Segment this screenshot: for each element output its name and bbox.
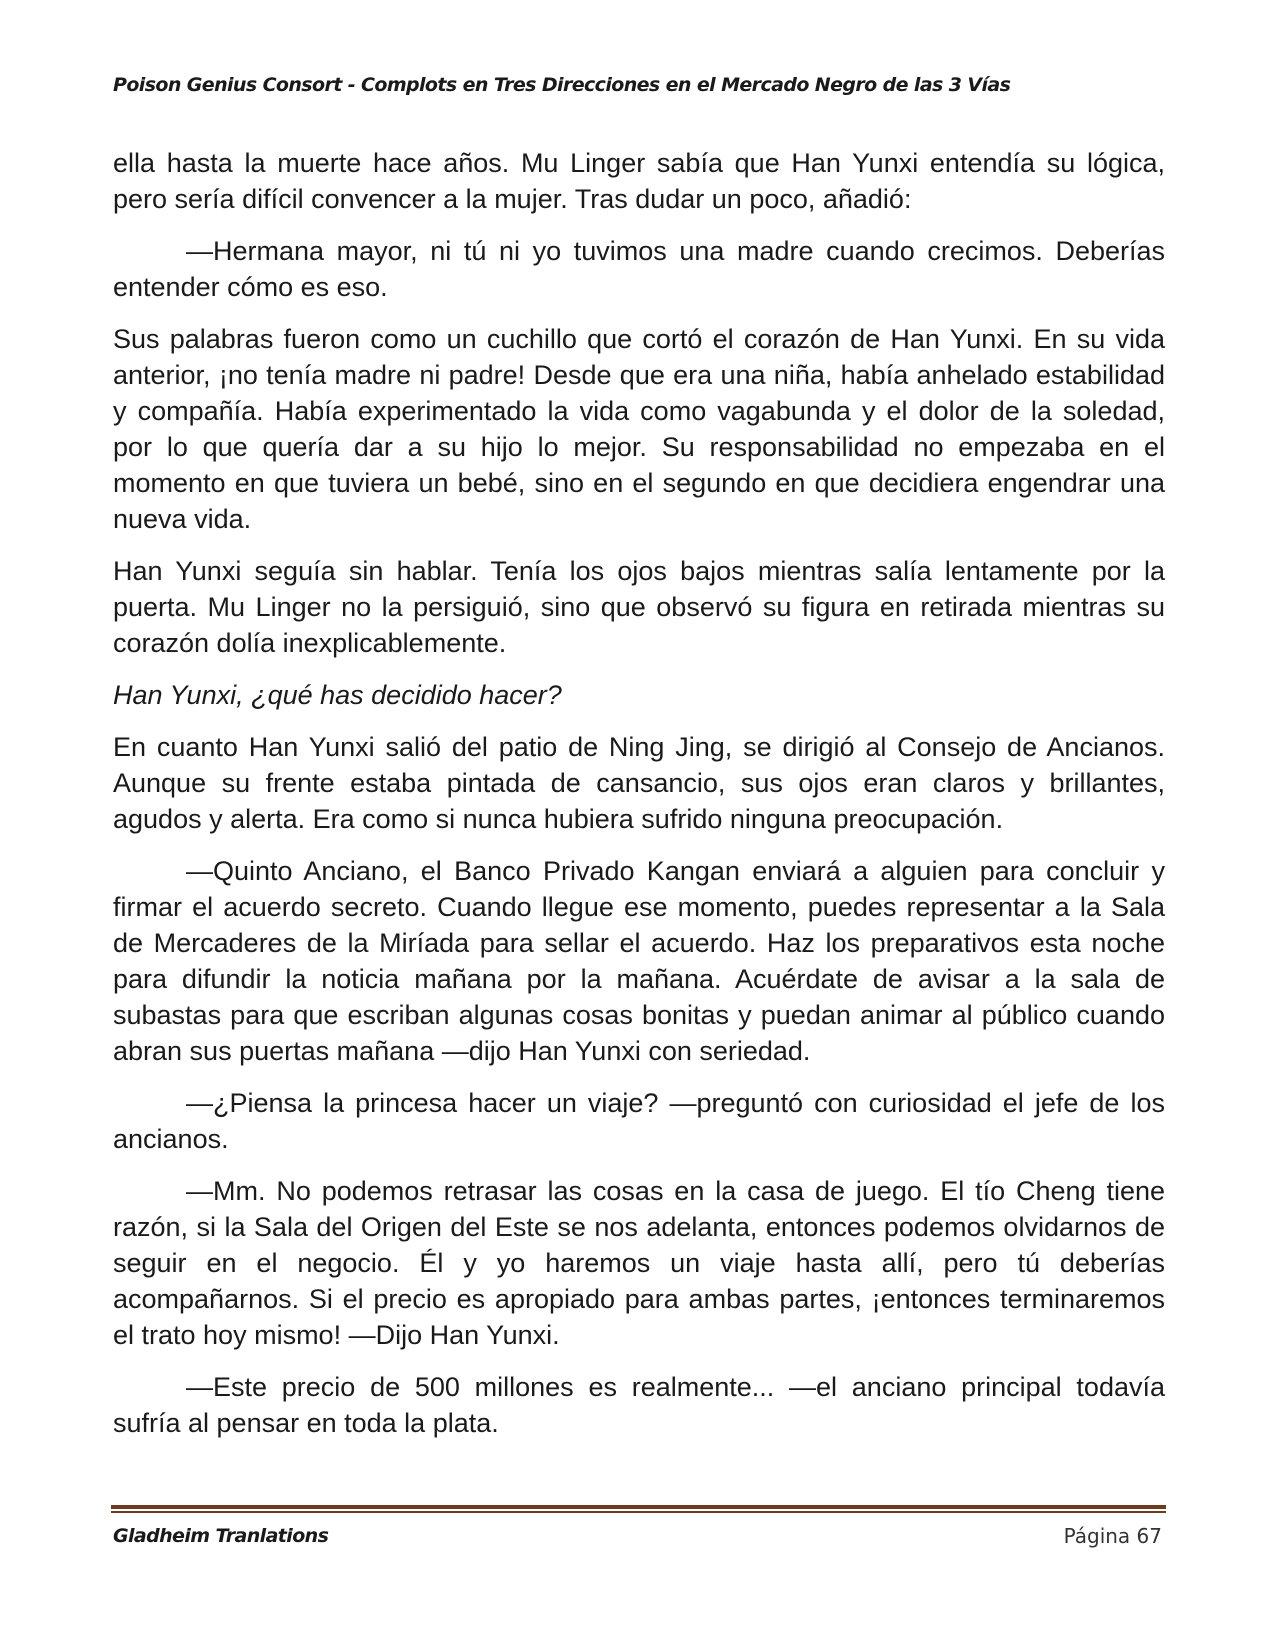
- paragraph: En cuanto Han Yunxi salió del patio de Ning Jing, se dirigió al Consejo de Ancianos. Aunque su frente estaba pintada de cansancio, sus ojos eran claros y brillantes, agudos y alerta. Era como si nunca hubiera sufrido ninguna preocupación.: [113, 732, 1165, 834]
- paragraph: ella hasta la muerte hace años. Mu Linger sabía que Han Yunxi entendía su lógica, pero sería difícil convencer a la mujer. Tras dudar un poco, añadió:: [113, 148, 1165, 214]
- page-number: 67: [1136, 1524, 1162, 1548]
- page-number-block: [1064, 1524, 1162, 1548]
- dialogue-paragraph: —Hermana mayor, ni tú ni yo tuvimos una madre cuando crecimos. Deberías entender cómo es eso.: [113, 236, 1165, 302]
- dialogue-paragraph: —Quinto Anciano, el Banco Privado Kangan enviará a alguien para concluir y firmar el acuerdo secreto. Cuando llegue ese momento, puedes representar a la Sala de Mercaderes de la Miríada para sellar el acuerdo. Haz los preparativos esta noche para difundir la noticia mañana por la mañana. Acuérdate de avisar a la sala de subastas para que escriban algunas cosas bonitas y puedan animar al público cuando abran sus puertas mañana —dijo Han Yunxi con seriedad.: [113, 856, 1165, 1066]
- paragraph: Sus palabras fueron como un cuchillo que cortó el corazón de Han Yunxi. En su vida anterior, ¡no tenía madre ni padre! Desde que era una niña, había anhelado estabilidad y compañía. Había experimentado la vida como vagabunda y el dolor de la soledad, por lo que quería dar a su hijo lo mejor. Su responsabilidad no empezaba en el momento en que tuviera un bebé, sino en el segundo en que decidiera engendrar una nueva vida.: [113, 324, 1165, 534]
- dialogue-paragraph: —¿Piensa la princesa hacer un viaje? —preguntó con curiosidad el jefe de los ancianos.: [113, 1088, 1165, 1154]
- dialogue-paragraph: —Mm. No podemos retrasar las cosas en la casa de juego. El tío Cheng tiene razón, si la Sala del Origen del Este se nos adelanta, entonces podemos olvidarnos de seguir en el negocio. Él y yo haremos un viaje hasta allí, pero tú deberías acompañarnos. Si el precio es apropiado para ambas partes, ¡entonces terminaremos el trato hoy mismo! —Dijo Han Yunxi.: [113, 1176, 1165, 1350]
- footer-divider: [111, 1505, 1166, 1513]
- thought-line: Han Yunxi, ¿qué has decidido hacer?: [113, 680, 562, 710]
- paragraph: Han Yunxi seguía sin hablar. Tenía los ojos bajos mientras salía lentamente por la puerta. Mu Linger no la persiguió, sino que observó su figura en retirada mientras su corazón dolía inexplicablemente.: [113, 556, 1165, 658]
- footer-divider-thick: [111, 1505, 1166, 1509]
- footer-divider-thin: [111, 1511, 1166, 1513]
- running-header: Poison Genius Consort - Complots en Tres Direcciones en el Mercado Negro de las 3 Vías: [113, 74, 1011, 96]
- page-body: [113, 145, 1165, 1457]
- page-label: Página: [1063, 1524, 1131, 1548]
- footer-credit: Gladheim Tranlations: [113, 1525, 329, 1547]
- dialogue-paragraph: —Este precio de 500 millones es realmente... —el anciano principal todavía sufría al pensar en toda la plata.: [113, 1372, 1165, 1438]
